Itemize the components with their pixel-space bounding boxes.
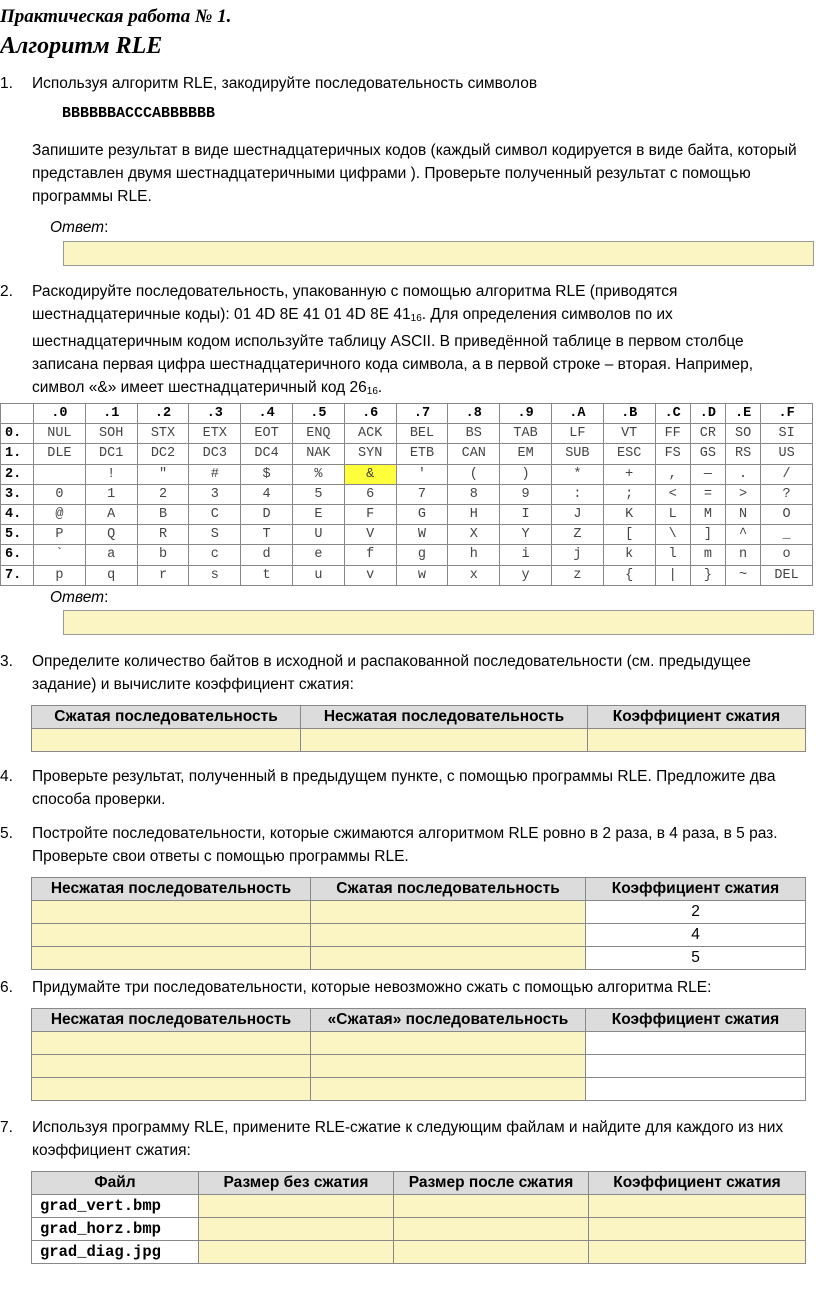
file-name: grad_horz.bmp (32, 1218, 199, 1241)
ascii-row-header: 0. (1, 424, 34, 444)
ascii-col-header: .B (603, 404, 655, 424)
ascii-col-header: .6 (344, 404, 396, 424)
table-corner (1, 404, 34, 424)
task1-sequence: BBBBBBACCCABBBBBB (62, 105, 216, 122)
ascii-cell: ) (500, 464, 552, 484)
ascii-cell: . (725, 464, 760, 484)
ascii-cell: BEL (396, 424, 448, 444)
ascii-cell: L (655, 504, 690, 524)
ascii-cell: + (603, 464, 655, 484)
ascii-cell: 5 (292, 484, 344, 504)
answer-field-2[interactable] (63, 610, 814, 635)
ascii-cell: i (500, 545, 552, 565)
input-cell[interactable] (32, 947, 311, 970)
ascii-cell: k (603, 545, 655, 565)
ascii-cell: V (344, 525, 396, 545)
ascii-cell: SO (725, 424, 760, 444)
ascii-cell: FS (655, 444, 690, 464)
ascii-cell: ENQ (292, 424, 344, 444)
task-number: 5. (0, 825, 13, 842)
ascii-cell: ETB (396, 444, 448, 464)
input-cell[interactable] (199, 1195, 394, 1218)
ascii-cell: SYN (344, 444, 396, 464)
ascii-table (0, 403, 813, 586)
ascii-cell: v (344, 565, 396, 585)
ascii-row-header: 1. (1, 444, 34, 464)
ascii-cell: , (655, 464, 690, 484)
ascii-col-header: .D (690, 404, 725, 424)
ascii-cell: " (137, 464, 189, 484)
ascii-cell: U (292, 525, 344, 545)
ascii-col-header: .9 (500, 404, 552, 424)
ascii-cell: w (396, 565, 448, 585)
ascii-cell: } (690, 565, 725, 585)
ascii-cell: I (500, 504, 552, 524)
ascii-col-header: .7 (396, 404, 448, 424)
ascii-cell: ^ (725, 525, 760, 545)
answer-label: Ответ: (50, 589, 109, 606)
ascii-cell: p (34, 565, 86, 585)
ascii-cell: 2 (137, 484, 189, 504)
ascii-cell: T (241, 525, 293, 545)
ascii-cell: j (551, 545, 603, 565)
ascii-cell: H (448, 504, 500, 524)
ascii-cell: : (551, 484, 603, 504)
input-cell[interactable] (32, 901, 311, 924)
ascii-col-header: .4 (241, 404, 293, 424)
task-note-text: Запишите результат в виде шестнадцатеричных кодов (каждый символ кодируется в виде байта, который представлен двумя шестнадцатеричными цифрами ). Проверьте полученный результат с помощью программы RLE. (32, 142, 797, 205)
column-header: Несжатая последовательность (301, 706, 588, 729)
ascii-cell: B (137, 504, 189, 524)
ascii-col-header: .A (551, 404, 603, 424)
input-cell[interactable] (32, 1055, 311, 1078)
ascii-cell: ` (34, 545, 86, 565)
input-cell[interactable] (199, 1218, 394, 1241)
ascii-cell: < (655, 484, 690, 504)
task-number: 7. (0, 1119, 13, 1136)
task-number: 2. (0, 283, 13, 300)
ascii-cell: > (725, 484, 760, 504)
worksheet-title: Практическая работа № 1. (0, 6, 232, 27)
task-text: Проверьте результат, полученный в предыдущем пункте, с помощью программы RLE. Предложите два способа проверки. (32, 768, 776, 808)
ascii-cell: r (137, 565, 189, 585)
input-cell[interactable] (394, 1241, 589, 1264)
ascii-cell: X (448, 525, 500, 545)
ascii-cell: R (137, 525, 189, 545)
ascii-cell: CAN (448, 444, 500, 464)
ascii-cell: — (690, 464, 725, 484)
ascii-cell: P (34, 525, 86, 545)
ascii-cell: 3 (189, 484, 241, 504)
ascii-col-header: .8 (448, 404, 500, 424)
input-cell[interactable] (311, 1032, 586, 1055)
task-number: 6. (0, 979, 13, 996)
task-text: Постройте последовательности, которые сжимаются алгоритмом RLE ровно в 2 раза, в 4 раза, в 5 раз. Проверьте свои ответы с помощью программы RLE. (32, 825, 778, 865)
ascii-cell: q (85, 565, 137, 585)
input-cell[interactable] (311, 1055, 586, 1078)
ascii-cell: ETX (189, 424, 241, 444)
ascii-cell: @ (34, 504, 86, 524)
ascii-cell: M (690, 504, 725, 524)
ascii-cell: | (655, 565, 690, 585)
column-header: Коэффициент сжатия (586, 1009, 806, 1032)
ascii-cell: TAB (500, 424, 552, 444)
column-header: Сжатая последовательность (311, 878, 586, 901)
compression-table-6 (31, 1008, 806, 1101)
worksheet-subtitle: Алгоритм RLE (0, 33, 163, 59)
input-cell[interactable] (586, 1032, 806, 1055)
input-cell[interactable] (586, 1055, 806, 1078)
ascii-cell: 1 (85, 484, 137, 504)
ascii-row-header: 5. (1, 525, 34, 545)
task-text: Придумайте три последовательности, которые невозможно сжать с помощью алгоритма RLE: (32, 979, 712, 996)
ascii-row-header: 7. (1, 565, 34, 585)
ascii-row-header: 2. (1, 464, 34, 484)
ascii-col-header: .0 (34, 404, 86, 424)
answer-label: Ответ: (50, 219, 109, 236)
ascii-cell: n (725, 545, 760, 565)
column-header: Коэффициент сжатия (586, 878, 806, 901)
ascii-cell: a (85, 545, 137, 565)
ascii-cell: ESC (603, 444, 655, 464)
ascii-cell: EOT (241, 424, 293, 444)
ascii-cell: ! (85, 464, 137, 484)
column-header: «Сжатая» последовательность (311, 1009, 586, 1032)
ascii-cell: STX (137, 424, 189, 444)
input-cell[interactable] (589, 1218, 806, 1241)
ascii-cell: ] (690, 525, 725, 545)
ascii-row-header: 4. (1, 504, 34, 524)
ascii-cell: ? (761, 484, 813, 504)
ascii-cell: * (551, 464, 603, 484)
task-text: Определите количество байтов в исходной и распакованной последовательности (см. предыдущее задание) и вычислите коэффициент сжатия: (32, 653, 751, 693)
ascii-cell: EM (500, 444, 552, 464)
ascii-cell: t (241, 565, 293, 585)
input-cell[interactable] (588, 729, 806, 752)
ascii-cell: 4 (241, 484, 293, 504)
input-cell[interactable] (32, 1078, 311, 1101)
task-number: 4. (0, 768, 13, 785)
ascii-cell: { (603, 565, 655, 585)
file-name: grad_vert.bmp (32, 1195, 199, 1218)
ascii-cell: % (292, 464, 344, 484)
input-cell[interactable] (586, 1078, 806, 1101)
ascii-cell: W (396, 525, 448, 545)
ascii-cell: ACK (344, 424, 396, 444)
column-header: Размер после сжатия (394, 1172, 589, 1195)
task-number: 1. (0, 75, 13, 92)
ascii-cell: DC3 (189, 444, 241, 464)
column-header: Размер без сжатия (199, 1172, 394, 1195)
ratio-cell: 5 (586, 947, 806, 970)
ascii-cell: g (396, 545, 448, 565)
ascii-cell: ( (448, 464, 500, 484)
ascii-cell: A (85, 504, 137, 524)
ascii-cell: SUB (551, 444, 603, 464)
task-text: Используя алгоритм RLE, закодируйте последовательность символов (32, 75, 538, 92)
ascii-cell: f (344, 545, 396, 565)
input-cell[interactable] (589, 1241, 806, 1264)
ascii-cell: $ (241, 464, 293, 484)
ascii-cell: & (344, 464, 396, 484)
ascii-cell: # (189, 464, 241, 484)
ascii-cell: d (241, 545, 293, 565)
ratio-cell: 4 (586, 924, 806, 947)
input-cell[interactable] (311, 924, 586, 947)
ascii-cell: Z (551, 525, 603, 545)
ascii-cell: _ (761, 525, 813, 545)
ascii-cell: 7 (396, 484, 448, 504)
ascii-cell: u (292, 565, 344, 585)
ascii-cell: FF (655, 424, 690, 444)
ascii-cell: BS (448, 424, 500, 444)
ascii-cell: C (189, 504, 241, 524)
ascii-cell: 9 (500, 484, 552, 504)
column-header: Несжатая последовательность (32, 878, 311, 901)
input-cell[interactable] (589, 1195, 806, 1218)
ascii-col-header: .1 (85, 404, 137, 424)
ascii-cell: NAK (292, 444, 344, 464)
task-number: 3. (0, 653, 13, 670)
ascii-col-header: .F (761, 404, 813, 424)
input-cell[interactable] (394, 1218, 589, 1241)
ascii-cell: K (603, 504, 655, 524)
ascii-cell: b (137, 545, 189, 565)
ascii-col-header: .C (655, 404, 690, 424)
input-cell[interactable] (311, 947, 586, 970)
ascii-cell: DC2 (137, 444, 189, 464)
ascii-cell: LF (551, 424, 603, 444)
input-cell[interactable] (311, 901, 586, 924)
ascii-col-header: .5 (292, 404, 344, 424)
ascii-cell: m (690, 545, 725, 565)
ascii-cell: ; (603, 484, 655, 504)
column-header: Сжатая последовательность (32, 706, 301, 729)
ascii-cell: SI (761, 424, 813, 444)
input-cell[interactable] (32, 924, 311, 947)
compression-table-5 (31, 877, 806, 970)
ascii-cell: NUL (34, 424, 86, 444)
file-name: grad_diag.jpg (32, 1241, 199, 1264)
column-header: Несжатая последовательность (32, 1009, 311, 1032)
ascii-cell: ~ (725, 565, 760, 585)
ascii-cell: S (189, 525, 241, 545)
ascii-cell: 8 (448, 484, 500, 504)
ascii-row-header: 6. (1, 545, 34, 565)
answer-field-1[interactable] (63, 241, 814, 266)
ascii-cell: c (189, 545, 241, 565)
ascii-cell: RS (725, 444, 760, 464)
input-cell[interactable] (32, 1032, 311, 1055)
task-text: Раскодируйте последовательность, упакованную с помощью алгоритма RLE (приводятся шестнадцатеричные коды): 01 4D 8E 41 01 4D 8E $41_{16}$. Для определения символов по их шестнадцатеричным кодом используйте таблицу ASCII. В приведённой таблице в первом столбце записана первая цифра шестнадцатеричного кода символа, а в первой строке – вторая. Например, символ «&» имеет шестнадцатеричный код $26_{16}$. (32, 283, 753, 397)
ascii-cell: SOH (85, 424, 137, 444)
column-header: Файл (32, 1172, 199, 1195)
ascii-cell: y (500, 565, 552, 585)
ascii-cell: Q (85, 525, 137, 545)
ascii-cell (34, 464, 86, 484)
ascii-cell: E (292, 504, 344, 524)
ascii-cell: / (761, 464, 813, 484)
ascii-cell: O (761, 504, 813, 524)
ascii-cell: h (448, 545, 500, 565)
ascii-cell: 6 (344, 484, 396, 504)
ascii-cell: = (690, 484, 725, 504)
ascii-cell: US (761, 444, 813, 464)
input-cell[interactable] (199, 1241, 394, 1264)
ascii-cell: D (241, 504, 293, 524)
ascii-cell: GS (690, 444, 725, 464)
input-cell[interactable] (311, 1078, 586, 1101)
ascii-cell: Y (500, 525, 552, 545)
column-header: Коэффициент сжатия (589, 1172, 806, 1195)
ascii-cell: s (189, 565, 241, 585)
ascii-cell: F (344, 504, 396, 524)
ascii-cell: J (551, 504, 603, 524)
ascii-cell: DC1 (85, 444, 137, 464)
ratio-cell: 2 (586, 901, 806, 924)
ascii-cell: N (725, 504, 760, 524)
ascii-col-header: .2 (137, 404, 189, 424)
ascii-cell: e (292, 545, 344, 565)
ascii-cell: DLE (34, 444, 86, 464)
compression-table-3 (31, 705, 806, 752)
ascii-cell: CR (690, 424, 725, 444)
ascii-cell: G (396, 504, 448, 524)
ascii-row-header: 3. (1, 484, 34, 504)
ascii-cell: DEL (761, 565, 813, 585)
ascii-cell: DC4 (241, 444, 293, 464)
input-cell[interactable] (301, 729, 588, 752)
ascii-cell: z (551, 565, 603, 585)
ascii-cell: o (761, 545, 813, 565)
input-cell[interactable] (32, 729, 301, 752)
task-text: Используя программу RLE, примените RLE-сжатие к следующим файлам и найдите для каждого из них коэффициент сжатия: (32, 1119, 784, 1159)
input-cell[interactable] (394, 1195, 589, 1218)
column-header: Коэффициент сжатия (588, 706, 806, 729)
ascii-col-header: .3 (189, 404, 241, 424)
ascii-col-header: .E (725, 404, 760, 424)
ascii-cell: VT (603, 424, 655, 444)
ascii-cell: 0 (34, 484, 86, 504)
ascii-cell: x (448, 565, 500, 585)
ascii-cell: ' (396, 464, 448, 484)
ascii-cell: l (655, 545, 690, 565)
ascii-cell: [ (603, 525, 655, 545)
ascii-cell: \ (655, 525, 690, 545)
files-table (31, 1171, 806, 1264)
